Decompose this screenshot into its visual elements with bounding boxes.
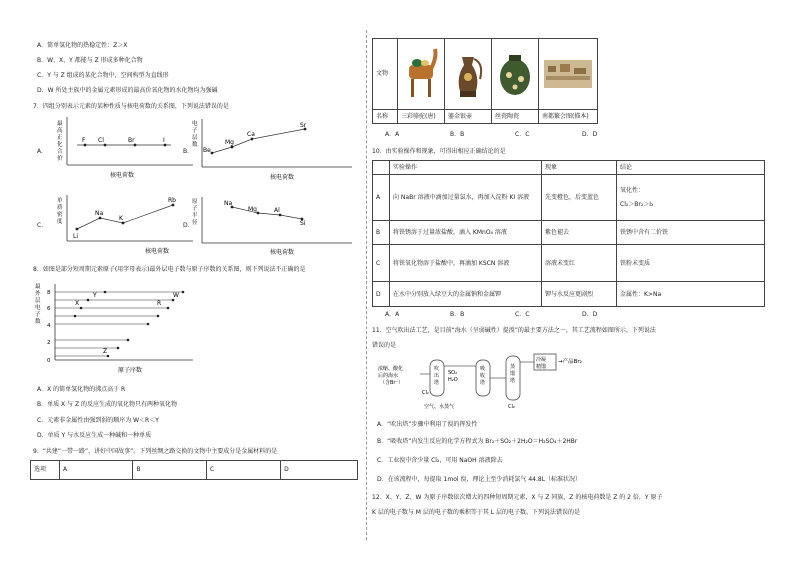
q7-a-ylabel-2: 高 [57, 128, 63, 134]
q7-c-point-k: K [119, 215, 123, 222]
q7-d-xlabel: 核电荷数 [270, 249, 295, 256]
q7-d-point-na: Na [224, 200, 233, 207]
q9-table-col-b: B [133, 461, 207, 480]
q10-stem: 10．由实验操作和现象，可得出相应正确结论的是 [372, 148, 506, 155]
q10-head-conclusion: 结论 [617, 161, 765, 175]
flow-box4-2: 精馏 [536, 364, 547, 370]
q7-b-ylabel-4: 数 [192, 142, 198, 148]
q8-letter-r: R [157, 300, 162, 307]
q7-a-point-br: Br [128, 137, 135, 144]
q7-a-ylabel-4: 化 [57, 142, 63, 148]
relic-camel-image [398, 39, 445, 110]
q7-b-point-mg: Mg [225, 139, 234, 146]
camel-icon [401, 43, 441, 105]
column-divider [366, 30, 367, 540]
q7-b-point-ca: Ca [247, 131, 255, 138]
q8-letter-x: X [75, 300, 80, 307]
q9-stem: 9．“共建“一带一路”，讲好中国故事”。下列丝绸之路交换的文物中主要成分是金属材料的是 [33, 448, 278, 455]
q9-table-col-a: A [60, 461, 133, 480]
q7-graph-a [55, 115, 195, 180]
relic-name-d: 南都繁会图(描本) [539, 109, 598, 123]
q10-row-c-operation: 将铁氧化物溶于盐酸中，再滴加 KSCN 溶液 [390, 245, 542, 282]
q10-row-a-conclusion [617, 175, 765, 220]
q7-a-ylabel-3: 正 [57, 135, 63, 141]
q7-c-ylabel-3: 密 [57, 212, 63, 218]
flow-tower3-2: 馏 [510, 371, 516, 377]
q9-answer-d: D．D [582, 131, 598, 138]
q10-answer-d: D．D [582, 311, 598, 318]
relic-name-c: 丝瓷陶瓷 [492, 109, 539, 123]
q10-row-a-option: A [373, 175, 390, 220]
q12-stem-line1: 12．X、Y、Z、W 为原子序数依次增大的四种短周期元素，X 与 Z 同族，Z 的核电荷数是 Z 的 2 倍，Y 原子 [372, 494, 663, 501]
relic-painting-image [539, 39, 598, 110]
q7-c-ylabel-1: 单 [57, 198, 63, 204]
q7-c-point-rb: Rb [168, 197, 176, 204]
relic-name-a: 三彩骆驼(唐) [398, 109, 445, 123]
q7-c-ylabel-4: 度 [57, 219, 63, 225]
q10-head-blank [373, 161, 390, 175]
q7-d-ylabel-1: 原 [192, 199, 198, 205]
q12-stem-line2: K 层的电子数与 M 层的电子数的乘积等于其 L 层的电子数。下列说法错误的是 [372, 509, 580, 516]
q8-option-b: B．单质 X 与 Z 的反应生成的氧化物只有两种氧化物 [37, 401, 177, 408]
q9-answer-c: C．C [515, 131, 530, 138]
q7-d-point-mg: Mg [248, 206, 257, 213]
q7-d-point-si: Si [300, 220, 306, 227]
flow-tower3-1: 蒸 [510, 364, 516, 370]
relic-name-b: 鎏金银壶 [445, 109, 492, 123]
q7-a-ylabel-6: 价 [57, 156, 63, 162]
q8-ytick-2: 2 [47, 340, 51, 346]
flow-tower1-1: 吹 [434, 366, 440, 372]
q10-head-phenomenon: 现象 [542, 161, 617, 175]
q9-table-col-c: C [207, 461, 281, 480]
q6-option-a: A．简单氢化物的热稳定性：Z＞X [37, 42, 128, 49]
q8-chart [33, 280, 203, 380]
q11-option-a: A．“吹出塔”步骤中利用了溴的挥发性 [377, 421, 478, 428]
q10-row-a-conclusion-1: 氧化性： [620, 187, 645, 195]
svg-text:最: 最 [35, 284, 41, 290]
q10-answer-a: A．A [385, 311, 400, 318]
q8-ytick-0: 0 [47, 358, 51, 364]
flow-product: →产品Br₂ [558, 359, 582, 365]
q11-option-c: C．工业溴中含少量 Cl₂，可用 NaOH 溶液除去 [377, 457, 503, 464]
jar-icon [495, 43, 535, 105]
q10-row-c-option: C [373, 245, 390, 282]
q11-flow-diagram [378, 352, 638, 412]
q10-table [372, 160, 765, 307]
svg-text:层: 层 [35, 298, 41, 304]
q7-a-xlabel: 核电荷数 [110, 172, 135, 179]
flow-tower1-2: 出 [434, 373, 440, 379]
flow-tower2-3: 塔 [480, 380, 486, 386]
relics-row1-head: 文物 [373, 39, 398, 110]
q10-row-a-operation: 向 NaBr 溶液中滴加过量氯水，再加入淀粉 KI 溶液 [390, 175, 542, 220]
q8-option-c: C．元素非金属性由强到弱的顺序为 W＜R＜Y [37, 417, 159, 424]
q7-c-point-na: Na [95, 210, 104, 217]
q7-c-point-li: Li [73, 233, 79, 240]
q11-option-b: B．“吸收塔”内发生反应的化学方程式为 Br₂＋SO₂＋2H₂O＝H₂SO₄＋2HBr [377, 438, 578, 445]
q10-row-b-conclusion: 铁锈中含有二价铁 [617, 220, 765, 245]
q7-a-ylabel-5: 合 [57, 149, 63, 155]
q9-table-head: 选项 [31, 461, 60, 480]
q8-letter-w: W [173, 292, 179, 299]
relics-row2-head: 名称 [373, 109, 398, 123]
flow-so2: SO₂ [448, 370, 458, 376]
q8-xlabel: 原子序数 [118, 367, 143, 374]
flow-feed-1: 浓缩、酸化 [378, 366, 404, 372]
flow-feed-3: （含Br⁻） [380, 380, 404, 386]
q7-b-ylabel-1: 电 [192, 121, 198, 127]
q10-row-d-phenomenon: 钾与水反应更剧烈 [542, 282, 617, 307]
q10-row-d-conclusion: 金属性：K>Na [617, 282, 765, 307]
q10-row-d-option: D [373, 282, 390, 307]
q8-option-d: D．单质 Y 与水反应生成一种碱和一种单质 [37, 432, 152, 439]
svg-text:数: 数 [35, 319, 41, 325]
q10-row-b-option: B [373, 220, 390, 245]
q7-a-point-i: I [163, 137, 165, 144]
flow-box4-1: 冷凝 [536, 357, 547, 363]
q7-d-point-al: Al [274, 207, 280, 214]
q7-d-ylabel-4: 径 [192, 220, 198, 226]
q7-a-label: A． [37, 148, 48, 155]
relics-table [372, 38, 598, 124]
q7-graph-c [55, 193, 195, 255]
q8-letter-y: Y [93, 292, 97, 299]
q7-c-ylabel-2: 质 [57, 205, 63, 211]
flow-tower2-1: 吸 [480, 366, 486, 372]
q7-d-label: D． [183, 222, 194, 229]
relic-jar-image [492, 39, 539, 110]
q7-d-ylabel-3: 半 [192, 213, 198, 219]
q8-ylabel [35, 282, 41, 325]
q7-a-ylabel-1: 最 [57, 121, 63, 127]
q9-table-col-d: D [281, 461, 358, 480]
q7-b-ylabel-3: 层 [192, 135, 198, 141]
q8-ytick-4: 4 [47, 323, 51, 329]
flow-cl2-a: Cl₂ [422, 390, 429, 396]
q10-head-operation: 实验操作 [390, 161, 542, 175]
q9-answer-b: B．B [450, 131, 465, 138]
q10-answer-c: C．C [515, 311, 530, 318]
q10-row-b-operation: 将铁锈溶于过量浓盐酸，滴入 KMnO₄ 溶液 [390, 220, 542, 245]
q7-b-point-sr: Sr [300, 122, 307, 129]
relic-ewer-image [445, 39, 492, 110]
q6-option-b: B．W、X、Y 都能与 Z 形成多种化合物 [37, 57, 143, 64]
q9-answer-a: A．A [385, 131, 400, 138]
flow-feed-2: 后的海水 [378, 373, 399, 379]
q7-c-xlabel: 核电荷数 [145, 248, 170, 255]
q10-row-a-phenomenon: 先变橙色，后变蓝色 [542, 175, 617, 220]
q8-option-a: A．X 的简单氢化物的沸点高于 R [37, 386, 126, 393]
q7-b-ylabel-2: 子 [192, 128, 198, 134]
svg-text:外: 外 [35, 291, 41, 297]
q7-b-xlabel: 核电荷数 [270, 174, 295, 181]
q7-b-label: B． [183, 148, 194, 155]
q6-option-c: C．Y 与 Z 组成的某化合物中，空间构型为直线形 [37, 72, 169, 79]
q8-ytick-6: 6 [47, 306, 51, 312]
q7-graph-b [190, 117, 355, 182]
flow-tower3-3: 塔 [510, 378, 516, 384]
q7-a-point-f: F [82, 137, 86, 144]
q8-letter-z: Z [103, 348, 108, 355]
q7-a-point-cl: Cl [98, 137, 104, 144]
q7-c-label: C． [37, 222, 48, 229]
painting-icon [542, 54, 594, 94]
q11-option-d: D．在该流程中，每提取 1mol 溴，理论上至少消耗氯气 44.8L（标准状况） [377, 476, 582, 483]
q7-stem: 7．四组分别表示元素的某种性质与核电荷数的关系图，下列说法错误的是 [33, 103, 229, 110]
q10-row-b-phenomenon: 紫色褪去 [542, 220, 617, 245]
q10-answer-b: B．B [450, 311, 465, 318]
q7-graph-d [190, 195, 355, 257]
ewer-icon [448, 43, 488, 105]
q7-b-point-be: Be [203, 147, 211, 154]
q8-stem: 8．如图是部分短周期元素原子(用字母表示)最外层电子数与原子序数的关系图，则下列说法不正确的是 [33, 266, 306, 273]
q10-row-d-operation: 在水中分别放入绿豆大的金属钠和金属钾 [390, 282, 542, 307]
q11-stem-line1: 11．空气吹出法工艺，是目前“海水（呈弱碱性）提溴”的最主要方法之一，其工艺流程如图所示。下列说法 [372, 327, 656, 334]
flow-cl2-b: Cl₂ [508, 404, 515, 410]
q6-option-d: D．W 所处主族中的金属元素形成的最高价氧化物的水化物均为强碱 [37, 87, 218, 94]
svg-text:子: 子 [35, 312, 41, 318]
q10-row-a-conclusion-2: Cl₂＞Br₂＞I₂ [620, 200, 654, 208]
flow-air: 空气、水蒸气 [424, 404, 455, 410]
q11-stem-line2: 错误的是 [372, 342, 397, 349]
q10-row-c-phenomenon: 溶液未变红 [542, 245, 617, 282]
q7-d-ylabel-2: 子 [192, 206, 198, 212]
q8-ytick-8: 8 [47, 290, 51, 296]
q9-option-table [30, 460, 358, 480]
flow-tower1-3: 塔 [434, 380, 440, 386]
svg-text:电: 电 [35, 305, 41, 311]
flow-tower2-2: 收 [480, 373, 486, 379]
flow-h2o: H₂O [448, 377, 458, 383]
q10-row-c-conclusion: 铁粉未变质 [617, 245, 765, 282]
